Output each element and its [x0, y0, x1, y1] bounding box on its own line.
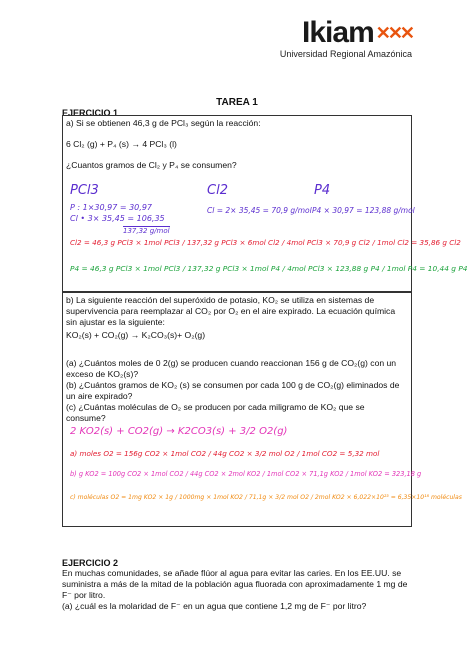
- hand-p-mass: P : 1×30,97 = 30,97: [70, 203, 152, 212]
- ex1b-question-a: (a) ¿Cuántos moles de 0 2(g) se producen cuando reaccionan 156 g de CO₂(g) con un exceso de KO₂(s)?: [66, 358, 397, 379]
- ex1b-equation: KO₂(s) + CO₂(g) → K₂CO₃(s)+ O₂(g): [66, 330, 206, 340]
- hand-pcl3-molar: 137,32 g/mol: [123, 227, 170, 235]
- exercise-2-heading: EJERCICIO 2: [62, 558, 119, 568]
- university-logo: [280, 18, 412, 59]
- hand-p4-calculation: P4 = 46,3 g PCl3 × 1mol PCl3 / 137,32 g PCl3 × 1mol P4 / 4mol PCl3 × 123,88 g P4 / 1mol P4 = 10,44 g P4: [70, 264, 468, 273]
- hand-cl2-molar: Cl = 2× 35,45 = 70,9 g/mol: [207, 206, 312, 215]
- page-title: TAREA 1: [216, 97, 258, 108]
- hand-p4: P4: [314, 183, 331, 198]
- ex1a-equation: 6 Cl₂ (g) + P₄ (s) → 4 PCl₃ (l): [66, 139, 177, 149]
- hand-p4-molar: P4 × 30,97 = 123,88 g/mol: [312, 206, 415, 215]
- logo-x-mark-icon: ✕✕✕: [375, 23, 412, 43]
- hand-balanced-equation: 2 KO2(s) + CO2(g) → K2CO3(s) + 3/2 O2(g): [70, 426, 288, 437]
- hand-answer-a: a) moles O2 = 156g CO2 × 1mol CO2 / 44g CO2 × 3/2 mol O2 / 1mol CO2 = 5,32 mol: [70, 449, 380, 458]
- ex1b-question-c: (c) ¿Cuántas moléculas de O₂ se producen por cada miligramo de KO₂ que se consume?: [66, 402, 365, 423]
- hand-cl2-calculation: Cl2 = 46,3 g PCl3 × 1mol PCl3 / 137,32 g PCl3 × 6mol Cl2 / 4mol PCl3 × 70,9 g Cl2 / 1mol Cl2 = 35,86 g Cl2: [70, 238, 461, 247]
- logo-subtitle: Universidad Regional Amazónica: [279, 49, 412, 59]
- hand-cl-mass: Cl • 3× 35,45 = 106,35: [70, 214, 165, 223]
- ex1a-question: a) Si se obtienen 46,3 g de PCl₃ según la reacción:: [66, 118, 261, 128]
- exercise-1-heading: EJERCICIO 1: [62, 108, 119, 118]
- ex1b-question-b: (b) ¿Cuántos gramos de KO₂ (s) se consumen por cada 100 g de CO₂(g) eliminados de un aire expirado?: [66, 380, 400, 401]
- hand-answer-c: c) moléculas O2 = 1mg KO2 × 1g / 1000mg × 1mol KO2 / 71,1g × 3/2 mol O2 / 2mol KO2 × 6,022×10²³ = 6,35×10¹⁸ moléculas: [70, 494, 462, 501]
- logo-wordmark: Ikiam ✕✕✕: [302, 16, 412, 49]
- ex1b-intro: b) La siguiente reacción del superóxido de potasio, KO₂ se utiliza en sistemas de supervivencia para reemplazar al CO₂ por O₂ en el aire expirado. La ecuación química sin ajustar es la siguiente:: [66, 295, 396, 327]
- ex2-question: (a) ¿cuál es la molaridad de F⁻ en un agua que contiene 1,2 mg de F⁻ por litro?: [62, 601, 367, 611]
- hand-cl2: Cl2: [207, 183, 228, 198]
- hand-answer-b: b) g KO2 = 100g CO2 × 1mol CO2 / 44g CO2 × 2mol KO2 / 1mol CO2 × 71,1g KO2 / 1mol KO2 = 323,18 g: [70, 470, 422, 478]
- ex2-text: En muchas comunidades, se añade flúor al agua para evitar las caries. En los EE.UU. se suministra a más de la mitad de la población agua fluorada con aproximadamente 1 mg de F⁻ por litro.: [62, 568, 408, 600]
- hand-pcl3: PCl3: [70, 183, 99, 198]
- ex1a-ask: ¿Cuantos gramos de Cl₂ y P₄ se consumen?: [66, 160, 237, 170]
